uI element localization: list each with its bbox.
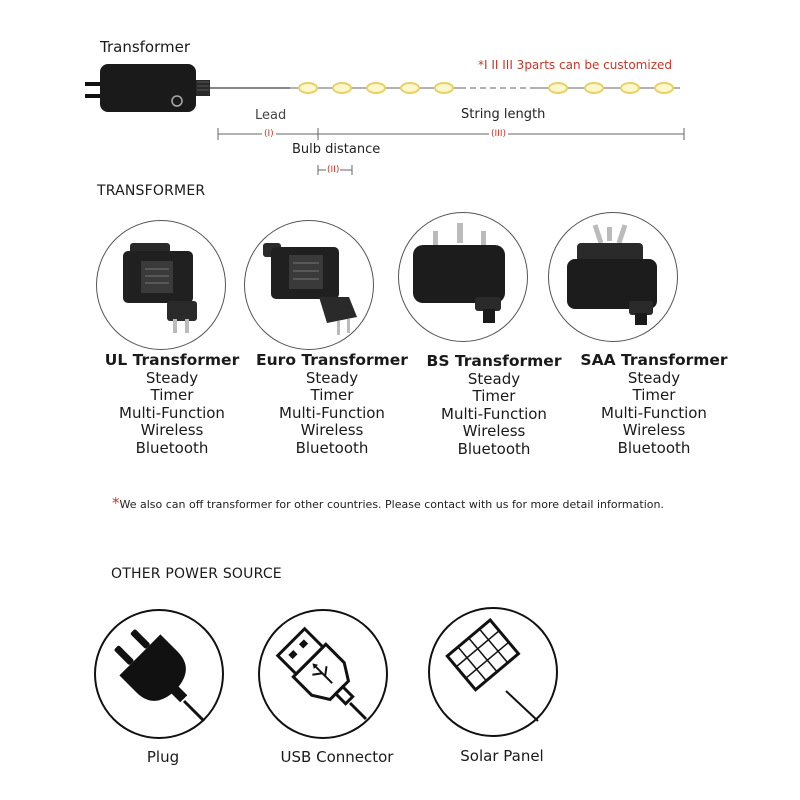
lead-mark: (I) (264, 129, 274, 139)
bs-transformer-column (414, 353, 574, 458)
saa-transformer-image (548, 212, 678, 342)
mode-item: Steady (305, 368, 359, 387)
mode-item: Bluetooth (135, 438, 209, 457)
customized-note: *I II III 3parts can be customized (478, 58, 672, 72)
bs-transformer-title: BS Transformer (426, 352, 562, 370)
mode-item: Multi-Function (441, 404, 547, 423)
mode-item: Wireless (140, 421, 204, 439)
transformer-note (112, 494, 664, 512)
us-plug-adapter-icon (97, 221, 225, 349)
mode-item: Bluetooth (295, 438, 369, 457)
mode-item: Wireless (622, 421, 686, 439)
au-plug-adapter-icon (549, 213, 677, 341)
ul-transformer-image (96, 220, 226, 350)
string-mark: (III) (491, 129, 506, 139)
bs-transformer-image (398, 212, 528, 342)
mode-item: Timer (310, 386, 354, 404)
bulb-mark: (II) (327, 165, 340, 175)
note-text: We also can off transformer for other countries. Please contact with us for more detail information. (119, 498, 664, 511)
plug-label: Plug (146, 748, 180, 766)
mode-item: Bluetooth (457, 439, 531, 458)
plug-icon (96, 611, 222, 737)
solar-panel-image (428, 607, 558, 737)
usb-icon (260, 611, 386, 737)
saa-transformer-column (574, 352, 734, 457)
mode-item: Wireless (300, 421, 364, 439)
euro-transformer-title: Euro Transformer (256, 351, 408, 369)
mode-item: Wireless (462, 422, 526, 440)
mode-item: Multi-Function (119, 403, 225, 422)
saa-transformer-title: SAA Transformer (580, 351, 728, 369)
lead-label: Lead (255, 108, 287, 123)
solar-panel-icon (430, 609, 556, 735)
mode-item: Multi-Function (601, 403, 707, 422)
euro-plug-adapter-icon (245, 221, 373, 349)
mode-item: Bluetooth (617, 438, 691, 457)
mode-item: Timer (150, 386, 194, 404)
mode-item: Timer (472, 387, 516, 405)
mode-item: Multi-Function (279, 403, 385, 422)
plug-image (94, 609, 224, 739)
string-length-label: String length (461, 107, 546, 122)
euro-transformer-image (244, 220, 374, 350)
mode-item: Steady (145, 368, 199, 387)
mode-item: Steady (627, 368, 681, 387)
mode-item: Steady (467, 369, 521, 388)
mode-item: Timer (632, 386, 676, 404)
solar-panel-label: Solar Panel (460, 747, 544, 765)
uk-plug-adapter-icon (399, 213, 527, 341)
usb-image (258, 609, 388, 739)
other-power-heading: OTHER POWER SOURCE (111, 566, 282, 582)
transformer-label: Transformer (100, 38, 191, 56)
note-star: * (112, 494, 120, 512)
transformer-box-icon (85, 64, 210, 112)
ul-transformer-column (92, 352, 252, 457)
bulb-distance-label: Bulb distance (292, 142, 381, 157)
usb-connector-label: USB Connector (280, 748, 394, 766)
euro-transformer-column (252, 352, 412, 457)
light-string-diagram (0, 0, 800, 190)
ul-transformer-title: UL Transformer (104, 351, 240, 369)
transformer-heading: TRANSFORMER (97, 183, 206, 199)
